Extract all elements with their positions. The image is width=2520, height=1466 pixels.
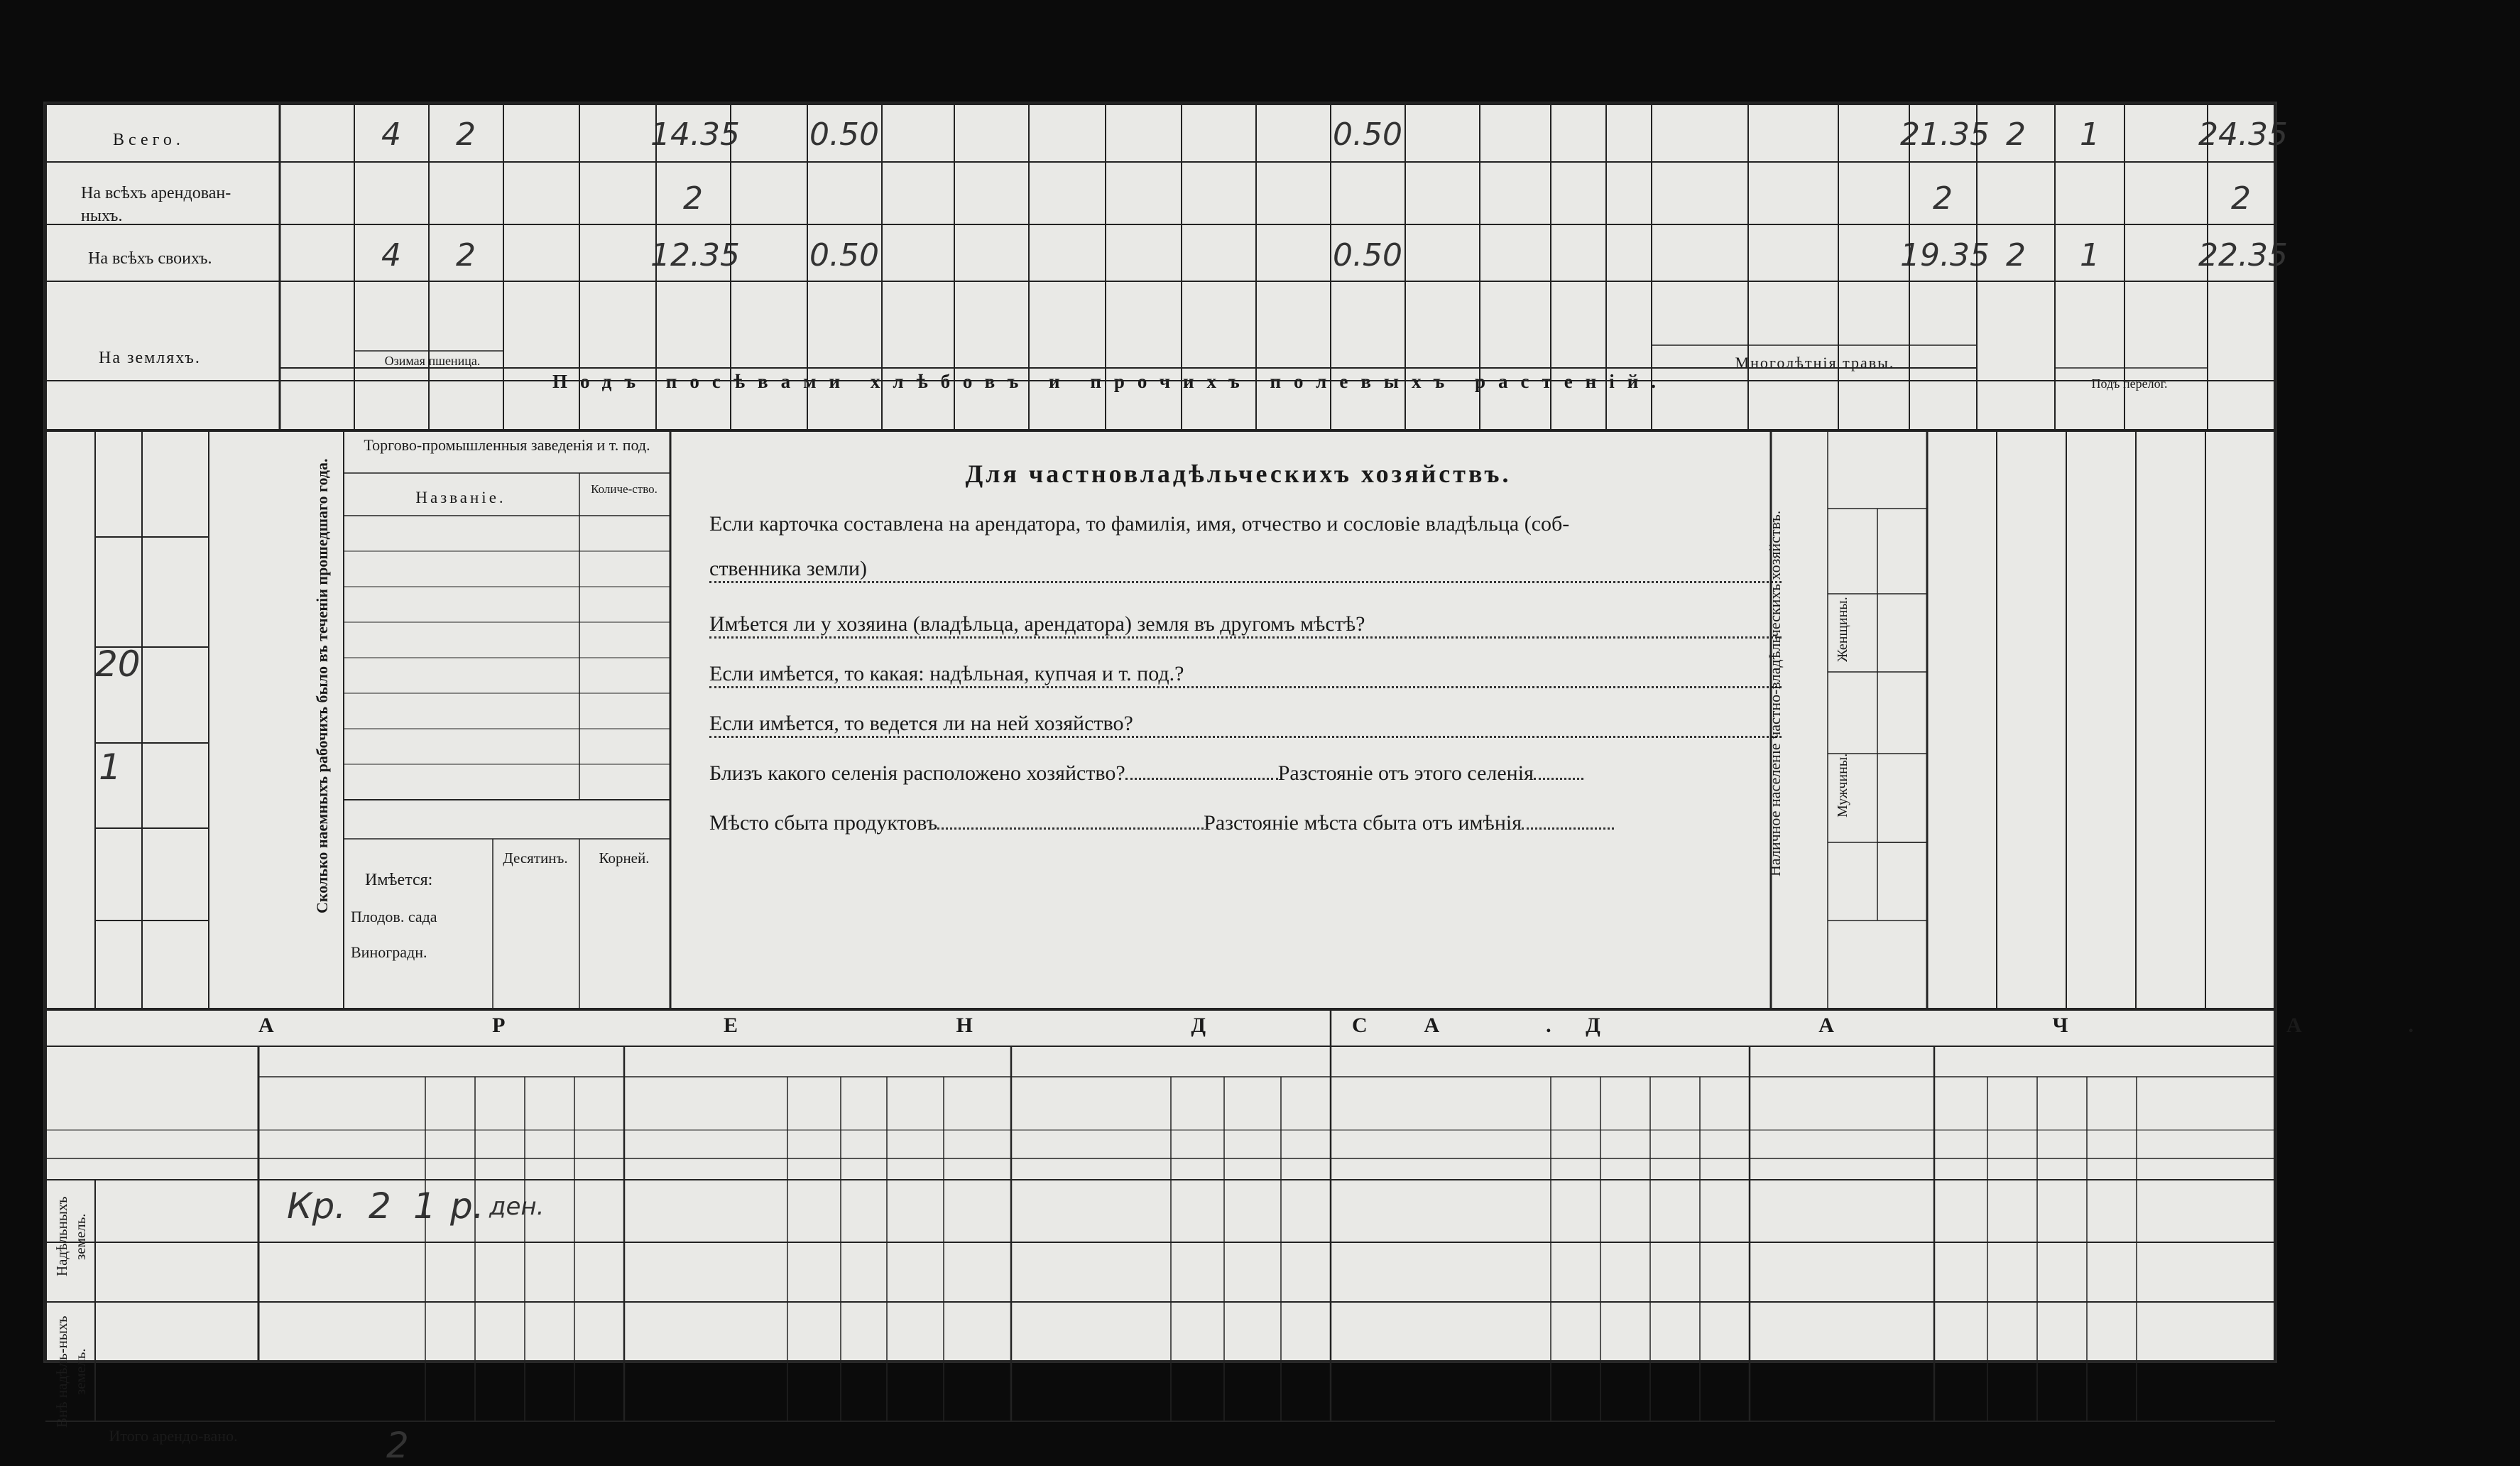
handwritten-value: 14.35 [650, 116, 740, 153]
q6-text-a: Мѣсто сбыта продуктовъ [709, 811, 938, 835]
handwritten-value: 0.50 [809, 116, 879, 153]
handwritten-value: 2 [2231, 180, 2251, 217]
trade-title: Торгово-промышленныя заведенія и т. под. [364, 436, 650, 454]
handwritten-value: 4 [381, 237, 401, 273]
q2-text: Имѣется ли у хозяина (владѣльца, арендатора) земля въ другомъ мѣстѣ? [709, 612, 1365, 636]
crop-banner: Подъ посѣвами хлѣбовъ и прочихъ полевыхъ растеній. [552, 371, 1669, 392]
hw-workers-132: 20 [95, 644, 141, 685]
population-vertical-title: Наличное населеніе частно-владѣльческихъ хозяйствъ. [1766, 510, 1784, 876]
q1-line2-text: ственника земли) [709, 557, 867, 580]
handwritten-value: 1 [413, 1185, 436, 1227]
handwritten-value: 22.35 [2198, 237, 2288, 273]
handwritten-value: 2 [683, 180, 703, 217]
q5-text-a: Близъ какого селенія расположено хозяйство? [709, 761, 1125, 785]
row-label-total: Всего. [113, 131, 185, 149]
handwritten-value: ден. [489, 1193, 545, 1221]
handwritten-value: 19.35 [1900, 237, 1990, 273]
total-rented-label: Итого арендо-вано. [109, 1427, 238, 1445]
q1-line1: Если карточка составлена на арендатора, то фамилія, имя, отчество и сословіе владѣльца (соб- [709, 512, 1570, 536]
q5-text-b: Разстояніе отъ этого селенія [1277, 761, 1534, 785]
handwritten-value: 2 [386, 1425, 409, 1466]
vnenadel-group: Внѣ надѣль-ныхъ земель. [53, 1315, 89, 1428]
roots-header: Корней. [599, 849, 650, 867]
row-label-own: На всѣхъ своихъ. [88, 249, 212, 268]
handwritten-value: 4 [381, 116, 401, 153]
handwritten-value: 24.35 [2198, 116, 2288, 153]
nadel-group: Надѣльныхъ земель. [53, 1196, 89, 1277]
handwritten-value: 0.50 [1333, 237, 1402, 273]
row-label-lands: На земляхъ. [99, 349, 201, 367]
form-grid-lines [45, 104, 2520, 1361]
handwritten-value: 21.35 [1900, 116, 1990, 153]
vineyard-label: Виноградн. [351, 943, 427, 961]
q6-text-b: Разстояніе мѣста сбыта отъ имѣнія [1204, 811, 1522, 835]
orchard-label: Плодов. сада [351, 908, 437, 925]
handwritten-value: 1 [2080, 237, 2100, 273]
handwritten-value: 2 [2006, 116, 2026, 153]
sdacha-banner: С Д А Ч А. [1352, 1014, 2520, 1037]
handwritten-value: 2 [456, 237, 476, 273]
has-label: Имѣется: [365, 871, 433, 889]
private-title: Для частновладѣльческихъ хозяйствъ. [965, 460, 1512, 488]
handwritten-value: Кр. [287, 1185, 347, 1227]
hw-workers-133: 1 [99, 746, 121, 788]
q4-text: Если имѣется, то ведется ли на ней хозяйство? [709, 712, 1133, 735]
men-label: Мужчины. [1835, 753, 1850, 818]
handwritten-value: 2 [1933, 180, 1953, 217]
workers-vertical-title: Сколько наемныхъ рабочихъ было въ теченіи прошедшаго года. [313, 458, 331, 914]
row-label-rented: На всѣхъ арендован- ныхъ. [81, 184, 231, 225]
trade-name-header: Названіе. [415, 489, 506, 506]
handwritten-value: 0.50 [1333, 116, 1402, 153]
handwritten-value: 2 [369, 1185, 391, 1227]
handwritten-value: 2 [456, 116, 476, 153]
handwritten-value: 1 [2080, 116, 2100, 153]
handwritten-value: 0.50 [809, 237, 879, 273]
women-label: Женщины. [1835, 597, 1850, 662]
group-mnogolet: Многолѣтнія травы. [1735, 354, 1895, 371]
handwritten-value: р. [450, 1185, 484, 1227]
census-card [45, 104, 2520, 1466]
q3-text: Если имѣется, то какая: надѣльная, купчая и т. под.? [709, 662, 1184, 685]
handwritten-value: 12.35 [650, 237, 740, 273]
group-ozimaya: Озимая пшеница. [384, 354, 481, 368]
arenda-banner: А Р Е Н Д А. [258, 1014, 1658, 1037]
handwritten-value: 2 [2006, 237, 2026, 273]
dessiatin-header: Десятинъ. [503, 849, 568, 867]
trade-qty-header: Количе-ство. [591, 482, 658, 496]
group-perelog: Подъ перелог. [2091, 376, 2168, 391]
